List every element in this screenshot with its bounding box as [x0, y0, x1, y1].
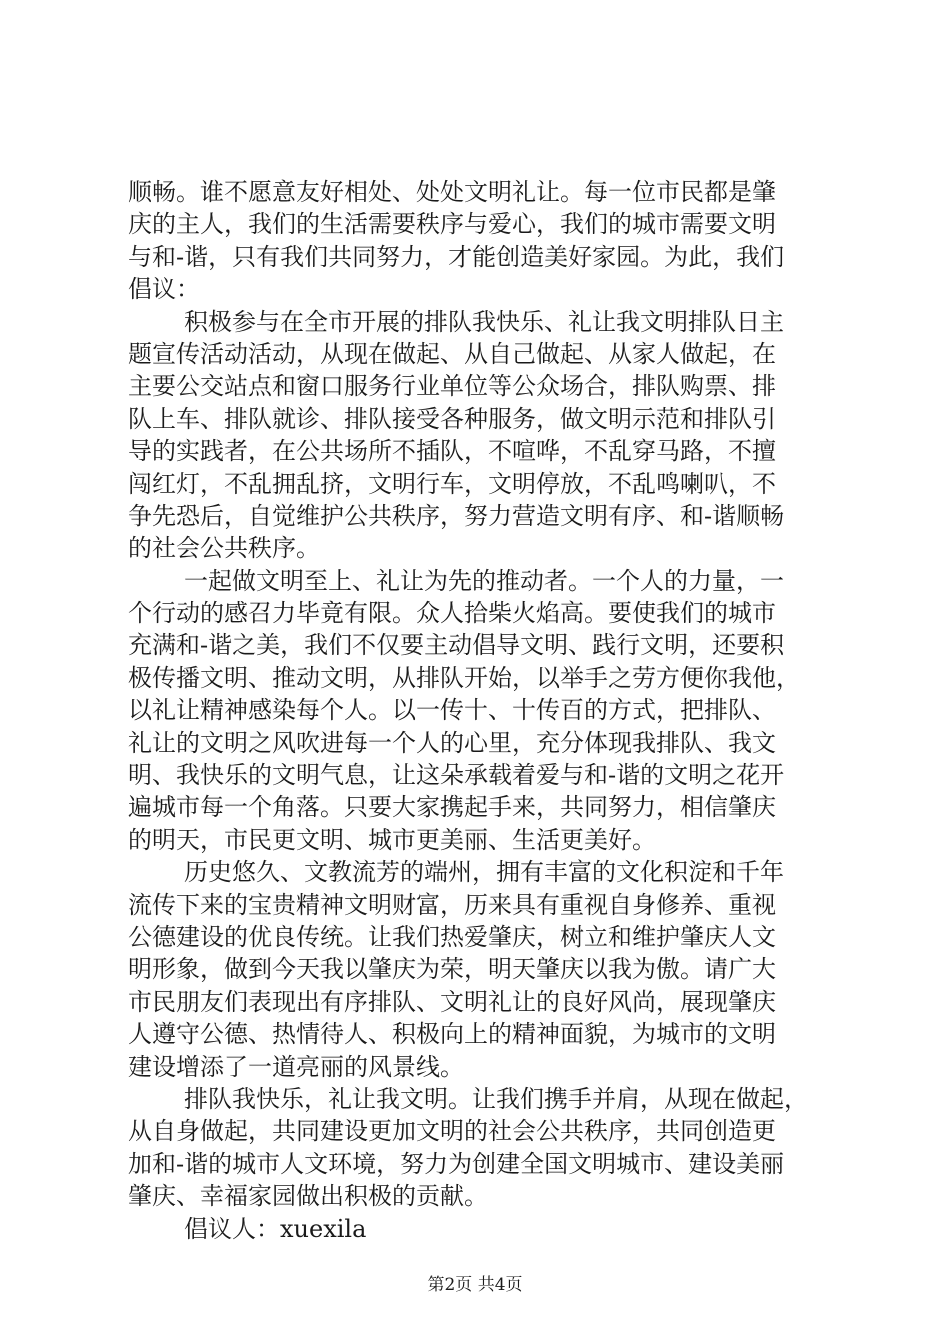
text-line: 题宣传活动活动，从现在做起、从自己做起、从家人做起，在 [128, 339, 776, 368]
text-line: 闯红灯，不乱拥乱挤，文明行车，文明停放，不乱鸣喇叭，不 [128, 469, 776, 498]
text-line: 人遵守公德、热情待人、积极向上的精神面貌，为城市的文明 [128, 1020, 776, 1049]
text-line: 加和-谐的城市人文环境，努力为创建全国文明城市、建设美丽 [128, 1149, 785, 1178]
text-line: 市民朋友们表现出有序排队、文明礼让的良好风尚，展现肇庆 [128, 987, 776, 1016]
page-number: 第2页 共4页 [427, 1275, 523, 1295]
text-line: 积极参与在全市开展的排队我快乐、礼让我文明排队日主 [184, 307, 784, 336]
text-line: 的明天，市民更文明、城市更美丽、生活更美好。 [128, 825, 656, 854]
text-line: 一起做文明至上、礼让为先的推动者。一个人的力量，一 [184, 566, 784, 595]
text-line: 从自身做起，共同建设更加文明的社会公共秩序，共同创造更 [128, 1117, 776, 1146]
text-line: 队上车、排队就诊、排队接受各种服务，做文明示范和排队引 [128, 404, 776, 433]
text-line: 遍城市每一个角落。只要大家携起手来，共同努力，相信肇庆 [128, 793, 776, 822]
text-line: 明形象，做到今天我以肇庆为荣，明天肇庆以我为傲。请广大 [128, 955, 776, 984]
text-line: 与和-谐，只有我们共同努力，才能创造美好家园。为此，我们 [128, 242, 785, 271]
text-line: 肇庆、幸福家园做出积极的贡献。 [128, 1182, 488, 1211]
text-line: 个行动的感召力毕竟有限。众人拾柴火焰高。要使我们的城市 [128, 599, 776, 628]
text-line: 导的实践者，在公共场所不插队，不喧哗，不乱穿马路，不擅 [128, 437, 776, 466]
text-line: 的社会公共秩序。 [128, 534, 320, 563]
text-line: 庆的主人，我们的生活需要秩序与爱心，我们的城市需要文明 [128, 210, 776, 239]
text-line: 争先恐后，自觉维护公共秩序，努力营造文明有序、和-谐顺畅 [128, 501, 785, 530]
text-line: 公德建设的优良传统。让我们热爱肇庆，树立和维护肇庆人文 [128, 922, 776, 951]
text-line: 礼让的文明之风吹进每一个人的心里，充分体现我排队、我文 [128, 728, 776, 757]
text-line: 流传下来的宝贵精神文明财富，历来具有重视自身修养、重视 [128, 890, 776, 919]
page-footer [0, 1274, 950, 1296]
document-body [128, 176, 838, 1245]
text-line: 建设增添了一道亮丽的风景线。 [128, 1052, 464, 1081]
text-line: 历史悠久、文教流芳的端州，拥有丰富的文化积淀和千年 [184, 858, 784, 887]
text-line: 倡议人：xuexila [184, 1214, 367, 1243]
text-line: 倡议： [128, 275, 200, 304]
text-line: 充满和-谐之美，我们不仅要主动倡导文明、践行文明，还要积 [128, 631, 785, 660]
text-line: 极传播文明、推动文明，从排队开始，以举手之劳方便你我他， [128, 663, 800, 692]
text-line: 顺畅。谁不愿意友好相处、处处文明礼让。每一位市民都是肇 [128, 178, 776, 206]
text-line: 明、我快乐的文明气息，让这朵承载着爱与和-谐的文明之花开 [128, 761, 785, 790]
text-line: 以礼让精神感染每个人。以一传十、十传百的方式，把排队、 [128, 696, 776, 725]
text-line: 排队我快乐，礼让我文明。让我们携手并肩，从现在做起， [184, 1084, 808, 1113]
text-line: 主要公交站点和窗口服务行业单位等公众场合，排队购票、排 [128, 372, 776, 401]
